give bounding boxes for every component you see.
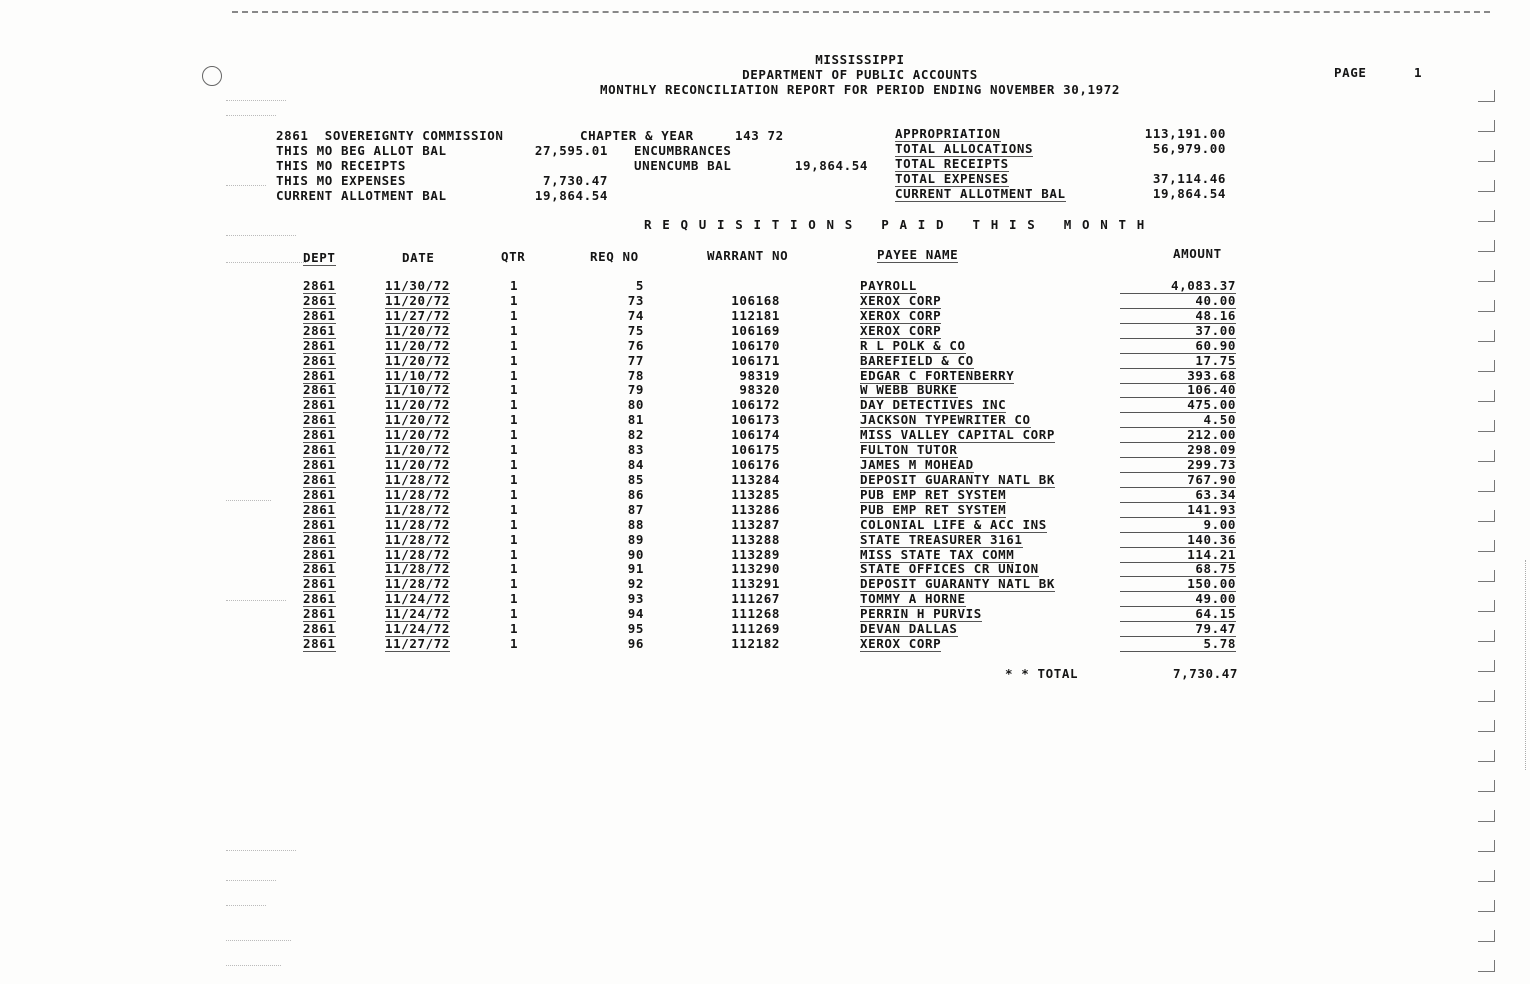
cell-payee: XEROX CORP (860, 293, 942, 308)
cell-amount: 64.15 (1120, 606, 1236, 622)
total-allocations-value: 56,979.00 (1152, 141, 1226, 156)
cell-dept: 2861 (303, 561, 336, 576)
cell-amount: 140.36 (1120, 532, 1236, 548)
tractor-hole-icon (1478, 810, 1495, 822)
cell-qtr: 1 (510, 636, 519, 651)
table-row (0, 621, 1530, 636)
cell-warrant-no: 106171 (731, 353, 780, 368)
cell-qtr: 1 (510, 397, 519, 412)
beg-allot-label: THIS MO BEG ALLOT BAL (276, 143, 447, 158)
cell-amount: 767.90 (1120, 472, 1236, 488)
table-row (0, 293, 1530, 308)
page-number: 1 (1414, 65, 1423, 80)
cell-req-no: 90 (627, 547, 644, 562)
cell-date: 11/20/72 (385, 442, 451, 457)
cell-date: 11/20/72 (385, 353, 451, 368)
cell-qtr: 1 (510, 293, 519, 308)
col-date: DATE (402, 250, 435, 265)
cell-date: 11/28/72 (385, 472, 451, 487)
table-row (0, 517, 1530, 532)
cell-warrant-no: 113286 (731, 502, 780, 517)
cell-date: 11/20/72 (385, 427, 451, 442)
cell-payee: W WEBB BURKE (860, 382, 958, 397)
cell-req-no: 96 (627, 636, 644, 651)
cell-warrant-no: 112181 (731, 308, 780, 323)
tractor-hole-icon (1478, 900, 1495, 912)
cell-dept: 2861 (303, 308, 336, 323)
margin-mark (226, 100, 286, 101)
cell-date: 11/28/72 (385, 487, 451, 502)
table-row (0, 353, 1530, 368)
table-row (0, 308, 1530, 323)
cell-warrant-no: 106168 (731, 293, 780, 308)
cell-date: 11/28/72 (385, 502, 451, 517)
table-row (0, 502, 1530, 517)
cell-qtr: 1 (510, 412, 519, 427)
cell-qtr: 1 (510, 323, 519, 338)
cell-warrant-no: 106174 (731, 427, 780, 442)
cell-req-no: 85 (627, 472, 644, 487)
cell-req-no: 84 (627, 457, 644, 472)
table-row (0, 636, 1530, 651)
unencumb-label: UNENCUMB BAL (634, 158, 732, 173)
cell-warrant-no: 113288 (731, 532, 780, 547)
cell-date: 11/20/72 (385, 412, 451, 427)
cell-payee: BAREFIELD & CO (860, 353, 974, 368)
expenses-value: 7,730.47 (542, 173, 608, 188)
table-row (0, 547, 1530, 562)
department-name: DEPARTMENT OF PUBLIC ACCOUNTS (742, 67, 978, 82)
cell-amount: 9.00 (1120, 517, 1236, 533)
cell-date: 11/24/72 (385, 621, 451, 636)
cell-amount: 40.00 (1120, 293, 1236, 309)
cell-qtr: 1 (510, 338, 519, 353)
cell-dept: 2861 (303, 293, 336, 308)
cell-amount: 141.93 (1120, 502, 1236, 518)
total-expenses-value: 37,114.46 (1152, 171, 1226, 186)
margin-mark (226, 262, 306, 263)
cell-warrant-no: 113289 (731, 547, 780, 562)
cell-req-no: 87 (627, 502, 644, 517)
encumbrances-label: ENCUMBRANCES (634, 143, 732, 158)
cell-dept: 2861 (303, 621, 336, 636)
cell-qtr: 1 (510, 561, 519, 576)
cell-warrant-no: 106173 (731, 412, 780, 427)
report-title: MONTHLY RECONCILIATION REPORT FOR PERIOD ENDING NOVEMBER 30,1972 (599, 82, 1121, 97)
margin-mark (226, 905, 266, 906)
cell-dept: 2861 (303, 323, 336, 338)
appropriation-value: 113,191.00 (1144, 126, 1226, 141)
right-current-allot-value: 19,864.54 (1152, 186, 1226, 201)
col-amount: AMOUNT (1173, 246, 1222, 261)
cell-payee: STATE TREASURER 3161 (860, 532, 1023, 547)
tractor-hole-icon (1478, 780, 1495, 792)
cell-warrant-no: 106170 (731, 338, 780, 353)
chapter-year-value: 143 72 (735, 128, 784, 143)
cell-qtr: 1 (510, 606, 519, 621)
table-row (0, 561, 1530, 576)
state-name: MISSISSIPPI (815, 52, 905, 67)
cell-payee: DEPOSIT GUARANTY NATL BK (860, 576, 1056, 591)
cell-date: 11/28/72 (385, 547, 451, 562)
cell-qtr: 1 (510, 308, 519, 323)
cell-qtr: 1 (510, 517, 519, 532)
tractor-hole-icon (1478, 930, 1495, 942)
cell-dept: 2861 (303, 457, 336, 472)
cell-req-no: 75 (627, 323, 644, 338)
cell-amount: 68.75 (1120, 561, 1236, 577)
table-row (0, 591, 1530, 606)
margin-mark (226, 115, 276, 116)
current-allot-label: CURRENT ALLOTMENT BAL (276, 188, 447, 203)
cell-amount: 114.21 (1120, 547, 1236, 563)
total-expenses-label: TOTAL EXPENSES (895, 171, 1009, 186)
cell-req-no: 76 (627, 338, 644, 353)
cell-payee: DEPOSIT GUARANTY NATL BK (860, 472, 1056, 487)
cell-date: 11/20/72 (385, 293, 451, 308)
cell-amount: 298.09 (1120, 442, 1236, 458)
cell-req-no: 94 (627, 606, 644, 621)
table-row (0, 427, 1530, 442)
table-row (0, 487, 1530, 502)
cell-date: 11/20/72 (385, 457, 451, 472)
cell-payee: JAMES M MOHEAD (860, 457, 974, 472)
receipts-label: THIS MO RECEIPTS (276, 158, 407, 173)
tractor-hole-icon (1478, 750, 1495, 762)
table-row (0, 442, 1530, 457)
perforation-line (232, 11, 1490, 13)
cell-payee: EDGAR C FORTENBERRY (860, 368, 1015, 383)
cell-qtr: 1 (510, 591, 519, 606)
cell-dept: 2861 (303, 532, 336, 547)
table-row (0, 323, 1530, 338)
cell-date: 11/10/72 (385, 382, 451, 397)
cell-payee: MISS VALLEY CAPITAL CORP (860, 427, 1056, 442)
cell-payee: COLONIAL LIFE & ACC INS (860, 517, 1047, 532)
cell-payee: DAY DETECTIVES INC (860, 397, 1007, 412)
cell-amount: 150.00 (1120, 576, 1236, 592)
cell-dept: 2861 (303, 487, 336, 502)
cell-payee: R L POLK & CO (860, 338, 966, 353)
cell-warrant-no: 98319 (739, 368, 780, 383)
cell-req-no: 93 (627, 591, 644, 606)
cell-dept: 2861 (303, 591, 336, 606)
total-receipts-label: TOTAL RECEIPTS (895, 156, 1009, 171)
cell-date: 11/28/72 (385, 561, 451, 576)
cell-warrant-no: 113287 (731, 517, 780, 532)
tractor-hole-icon (1478, 960, 1495, 972)
cell-req-no: 77 (627, 353, 644, 368)
cell-date: 11/28/72 (385, 532, 451, 547)
cell-qtr: 1 (510, 427, 519, 442)
cell-warrant-no: 98320 (739, 382, 780, 397)
tractor-hole-icon (1478, 660, 1495, 672)
cell-date: 11/28/72 (385, 517, 451, 532)
margin-mark (226, 940, 291, 941)
cell-payee: TOMMY A HORNE (860, 591, 966, 606)
cell-dept: 2861 (303, 636, 336, 651)
table-row (0, 397, 1530, 412)
cell-amount: 4,083.37 (1120, 278, 1236, 294)
cell-qtr: 1 (510, 353, 519, 368)
table-row (0, 278, 1530, 293)
section-title: R E Q U I S I T I O N S P A I D T H I S M O N T H (644, 217, 1146, 232)
cell-amount: 17.75 (1120, 353, 1236, 369)
cell-payee: XEROX CORP (860, 308, 942, 323)
cell-payee: PUB EMP RET SYSTEM (860, 487, 1007, 502)
cell-dept: 2861 (303, 353, 336, 368)
cell-qtr: 1 (510, 368, 519, 383)
col-warrant-no: WARRANT NO (707, 248, 789, 263)
cell-payee: XEROX CORP (860, 323, 942, 338)
table-row (0, 338, 1530, 353)
current-allot-value: 19,864.54 (534, 188, 608, 203)
binder-hole-icon (202, 66, 222, 86)
margin-mark (226, 235, 296, 236)
cell-payee: FULTON TUTOR (860, 442, 958, 457)
cell-req-no: 91 (627, 561, 644, 576)
cell-payee: STATE OFFICES CR UNION (860, 561, 1039, 576)
tractor-hole-icon (1478, 90, 1495, 102)
cell-dept: 2861 (303, 338, 336, 353)
margin-mark (226, 965, 281, 966)
appropriation-label: APPROPRIATION (895, 126, 1001, 141)
col-req-no: REQ NO (590, 249, 639, 264)
cell-req-no: 81 (627, 412, 644, 427)
cell-date: 11/20/72 (385, 323, 451, 338)
cell-dept: 2861 (303, 412, 336, 427)
cell-payee: JACKSON TYPEWRITER CO (860, 412, 1031, 427)
cell-dept: 2861 (303, 606, 336, 621)
cell-payee: MISS STATE TAX COMM (860, 547, 1015, 562)
cell-qtr: 1 (510, 382, 519, 397)
cell-qtr: 1 (510, 547, 519, 562)
cell-warrant-no: 111269 (731, 621, 780, 636)
cell-dept: 2861 (303, 502, 336, 517)
cell-qtr: 1 (510, 457, 519, 472)
cell-dept: 2861 (303, 278, 336, 293)
cell-warrant-no: 106169 (731, 323, 780, 338)
cell-amount: 49.00 (1120, 591, 1236, 607)
cell-warrant-no: 106175 (731, 442, 780, 457)
cell-dept: 2861 (303, 576, 336, 591)
cell-amount: 4.50 (1120, 412, 1236, 428)
cell-qtr: 1 (510, 502, 519, 517)
cell-warrant-no: 113284 (731, 472, 780, 487)
cell-warrant-no: 113291 (731, 576, 780, 591)
unencumb-value: 19,864.54 (794, 158, 868, 173)
cell-warrant-no: 113285 (731, 487, 780, 502)
cell-req-no: 92 (627, 576, 644, 591)
cell-date: 11/27/72 (385, 308, 451, 323)
margin-mark (226, 880, 276, 881)
cell-warrant-no: 112182 (731, 636, 780, 651)
cell-date: 11/20/72 (385, 338, 451, 353)
cell-amount: 475.00 (1120, 397, 1236, 413)
table-row (0, 532, 1530, 547)
tractor-hole-icon (1478, 180, 1495, 192)
expenses-label: THIS MO EXPENSES (276, 173, 407, 188)
cell-dept: 2861 (303, 472, 336, 487)
cell-amount: 212.00 (1120, 427, 1236, 443)
cell-payee: DEVAN DALLAS (860, 621, 958, 636)
cell-date: 11/24/72 (385, 606, 451, 621)
cell-date: 11/30/72 (385, 278, 451, 293)
cell-dept: 2861 (303, 427, 336, 442)
tractor-hole-icon (1478, 240, 1495, 252)
beg-allot-value: 27,595.01 (534, 143, 608, 158)
tractor-hole-icon (1478, 120, 1495, 132)
cell-amount: 37.00 (1120, 323, 1236, 339)
cell-dept: 2861 (303, 382, 336, 397)
col-payee: PAYEE NAME (877, 247, 959, 262)
table-row (0, 368, 1530, 383)
cell-payee: PUB EMP RET SYSTEM (860, 502, 1007, 517)
agency-name: 2861 SOVEREIGNTY COMMISSION (276, 128, 504, 143)
cell-req-no: 78 (627, 368, 644, 383)
cell-amount: 60.90 (1120, 338, 1236, 354)
total-label: * * TOTAL (1005, 666, 1079, 681)
page-label: PAGE (1334, 65, 1367, 80)
cell-qtr: 1 (510, 442, 519, 457)
cell-qtr: 1 (510, 487, 519, 502)
margin-mark (226, 850, 296, 851)
cell-date: 11/27/72 (385, 636, 451, 651)
cell-req-no: 74 (627, 308, 644, 323)
cell-req-no: 73 (627, 293, 644, 308)
cell-date: 11/10/72 (385, 368, 451, 383)
tractor-hole-icon (1478, 210, 1495, 222)
cell-amount: 299.73 (1120, 457, 1236, 473)
cell-warrant-no: 113290 (731, 561, 780, 576)
table-row (0, 457, 1530, 472)
table-row (0, 576, 1530, 591)
cell-qtr: 1 (510, 576, 519, 591)
cell-qtr: 1 (510, 621, 519, 636)
total-value: 7,730.47 (1172, 666, 1238, 681)
cell-req-no: 83 (627, 442, 644, 457)
cell-amount: 5.78 (1120, 636, 1236, 652)
cell-req-no: 82 (627, 427, 644, 442)
tractor-hole-icon (1478, 870, 1495, 882)
table-row (0, 606, 1530, 621)
cell-amount: 393.68 (1120, 368, 1236, 384)
cell-date: 11/24/72 (385, 591, 451, 606)
margin-mark (226, 185, 266, 186)
table-row (0, 382, 1530, 397)
cell-dept: 2861 (303, 368, 336, 383)
cell-amount: 63.34 (1120, 487, 1236, 503)
cell-qtr: 1 (510, 278, 519, 293)
cell-payee: PAYROLL (860, 278, 917, 293)
cell-warrant-no: 106176 (731, 457, 780, 472)
cell-warrant-no: 111268 (731, 606, 780, 621)
cell-date: 11/20/72 (385, 397, 451, 412)
total-allocations-label: TOTAL ALLOCATIONS (895, 141, 1034, 156)
chapter-year-label: CHAPTER & YEAR (580, 128, 694, 143)
cell-date: 11/28/72 (385, 576, 451, 591)
cell-amount: 106.40 (1120, 382, 1236, 398)
cell-payee: PERRIN H PURVIS (860, 606, 982, 621)
cell-dept: 2861 (303, 442, 336, 457)
cell-amount: 48.16 (1120, 308, 1236, 324)
cell-dept: 2861 (303, 547, 336, 562)
col-dept: DEPT (303, 250, 336, 265)
tractor-hole-icon (1478, 690, 1495, 702)
cell-req-no: 86 (627, 487, 644, 502)
tractor-hole-icon (1478, 150, 1495, 162)
cell-req-no: 79 (627, 382, 644, 397)
cell-req-no: 5 (635, 278, 644, 293)
cell-payee: XEROX CORP (860, 636, 942, 651)
cell-dept: 2861 (303, 397, 336, 412)
tractor-hole-icon (1478, 840, 1495, 852)
cell-req-no: 80 (627, 397, 644, 412)
cell-req-no: 88 (627, 517, 644, 532)
cell-amount: 79.47 (1120, 621, 1236, 637)
right-current-allot-label: CURRENT ALLOTMENT BAL (895, 186, 1066, 201)
cell-qtr: 1 (510, 532, 519, 547)
table-row (0, 472, 1530, 487)
table-row (0, 412, 1530, 427)
col-qtr: QTR (501, 249, 526, 264)
cell-req-no: 89 (627, 532, 644, 547)
cell-qtr: 1 (510, 472, 519, 487)
tractor-hole-icon (1478, 720, 1495, 732)
cell-warrant-no: 106172 (731, 397, 780, 412)
cell-req-no: 95 (627, 621, 644, 636)
cell-dept: 2861 (303, 517, 336, 532)
cell-warrant-no: 111267 (731, 591, 780, 606)
